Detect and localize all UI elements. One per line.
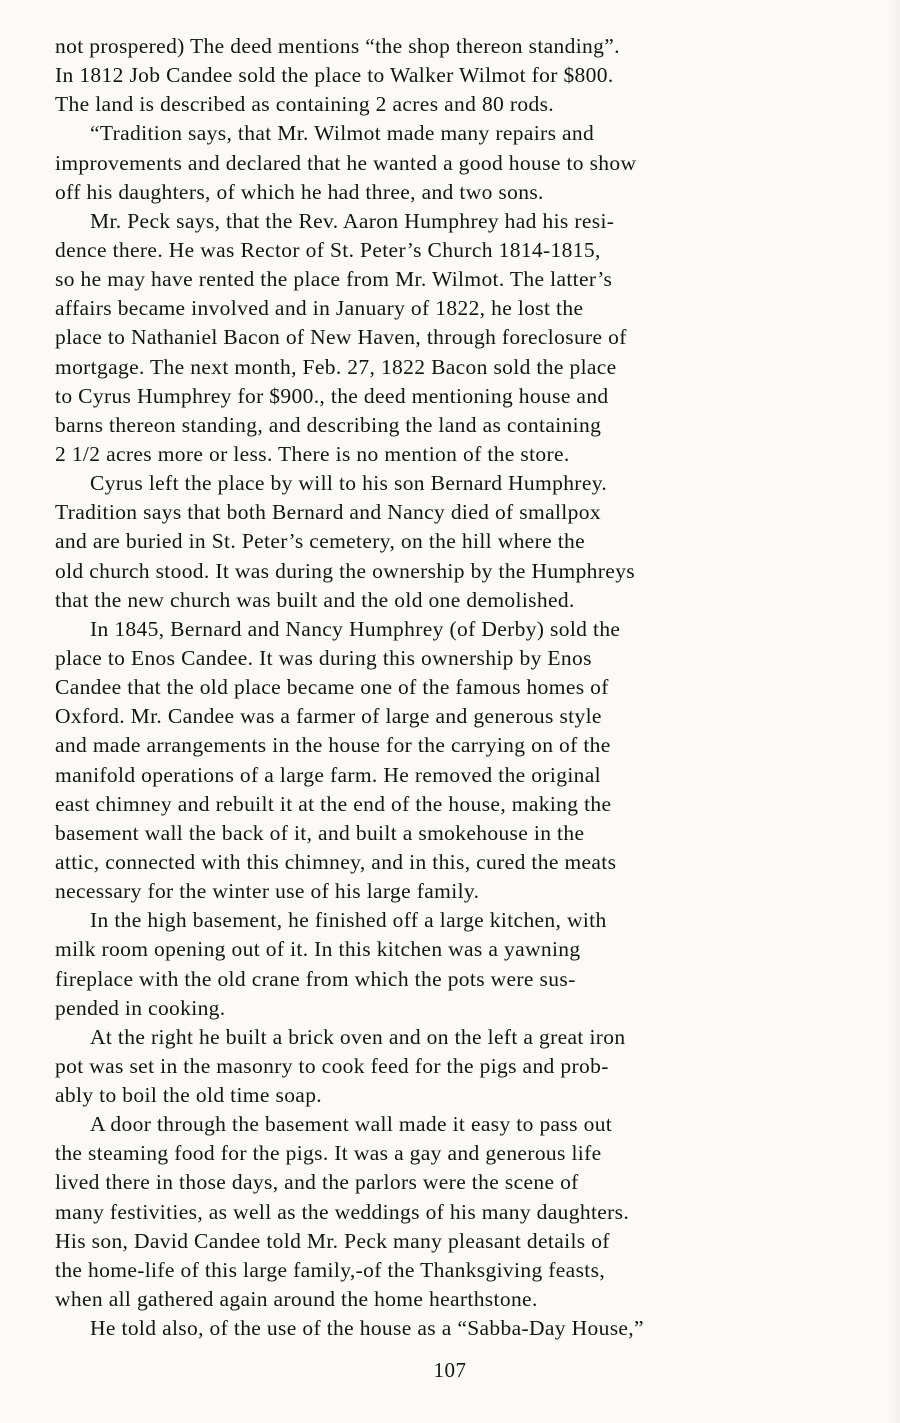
text-line: pended in cooking.	[55, 995, 226, 1020]
text-line: attic, connected with this chimney, and in this, cured the meats	[55, 849, 617, 874]
text-line: “Tradition says, that Mr. Wilmot made many repairs and	[90, 121, 595, 146]
text-line: 2 1/2 acres more or less. There is no mention of the store.	[55, 441, 570, 466]
text-line: In 1812 Job Candee sold the place to Walker Wilmot for $800.	[55, 63, 614, 88]
text-line: manifold operations of a large farm. He removed the original	[55, 762, 601, 787]
text-line: pot was set in the masonry to cook feed for the pigs and prob-	[55, 1053, 609, 1078]
text-line: when all gathered again around the home hearthstone.	[55, 1287, 538, 1312]
text-line: In the high basement, he finished off a large kitchen, with	[90, 908, 607, 933]
text-line: lived there in those days, and the parlors were the scene of	[55, 1170, 579, 1195]
text-line: Oxford. Mr. Candee was a farmer of large and generous style	[55, 704, 602, 729]
text-line: Candee that the old place became one of the famous homes of	[55, 675, 609, 700]
text-line: old church stood. It was during the ownership by the Humphreys	[55, 558, 636, 583]
text-line: His son, David Candee told Mr. Peck many pleasant details of	[55, 1228, 610, 1253]
text-line: fireplace with the old crane from which the pots were sus-	[55, 966, 576, 991]
text-line: improvements and declared that he wanted a good house to show	[55, 150, 637, 175]
text-line: so he may have rented the place from Mr. Wilmot. The latter’s	[55, 267, 613, 292]
text-line: that the new church was built and the old one demolished.	[55, 587, 575, 612]
text-line: basement wall the back of it, and built a smokehouse in the	[55, 820, 585, 845]
text-line: many festivities, as well as the weddings of his many daughters.	[55, 1199, 630, 1224]
text-line: At the right he built a brick oven and on the left a great iron	[90, 1024, 626, 1049]
text-line: Mr. Peck says, that the Rev. Aaron Humphrey had his resi-	[90, 208, 615, 233]
text-line: milk room opening out of it. In this kitchen was a yawning	[55, 937, 581, 962]
text-line: place to Nathaniel Bacon of New Haven, through foreclosure of	[55, 325, 627, 350]
text-line: to Cyrus Humphrey for $900., the deed mentioning house and	[55, 383, 609, 408]
text-line: A door through the basement wall made it easy to pass out	[90, 1112, 613, 1137]
text-line: mortgage. The next month, Feb. 27, 1822 Bacon sold the place	[55, 354, 617, 379]
text-line: off his daughters, of which he had three, and two sons.	[55, 179, 544, 204]
text-line: Cyrus left the place by will to his son Bernard Humphrey.	[90, 471, 608, 496]
text-line: place to Enos Candee. It was during this ownership by Enos	[55, 645, 592, 670]
text-line: necessary for the winter use of his large family.	[55, 879, 480, 904]
text-line: In 1845, Bernard and Nancy Humphrey (of Derby) sold the	[90, 616, 621, 641]
page-body	[55, 32, 845, 1343]
text-line: affairs became involved and in January of 1822, he lost the	[55, 296, 584, 321]
text-line: The land is described as containing 2 acres and 80 rods.	[55, 92, 555, 117]
text-line: the home-life of this large family,-of the Thanksgiving feasts,	[55, 1257, 606, 1282]
text-line: the steaming food for the pigs. It was a gay and generous life	[55, 1141, 602, 1166]
text-line: barns thereon standing, and describing the land as containing	[55, 412, 602, 437]
text-line: and are buried in St. Peter’s cemetery, on the hill where the	[55, 529, 586, 554]
text-line: Tradition says that both Bernard and Nancy died of smallpox	[55, 500, 601, 525]
text-line: dence there. He was Rector of St. Peter’s Church 1814-1815,	[55, 237, 601, 262]
text-line: east chimney and rebuilt it at the end of the house, making the	[55, 791, 612, 816]
text-line: He told also, of the use of the house as a “Sabba-Day House,”	[90, 1316, 644, 1341]
page-number: 107	[433, 1358, 467, 1382]
scan-edge-shadow	[886, 0, 900, 1423]
text-line: ably to boil the old time soap.	[55, 1083, 323, 1108]
text-line: not prospered) The deed mentions “the shop thereon standing”.	[55, 34, 620, 58]
text-line: and made arrangements in the house for the carrying on of the	[55, 733, 611, 758]
